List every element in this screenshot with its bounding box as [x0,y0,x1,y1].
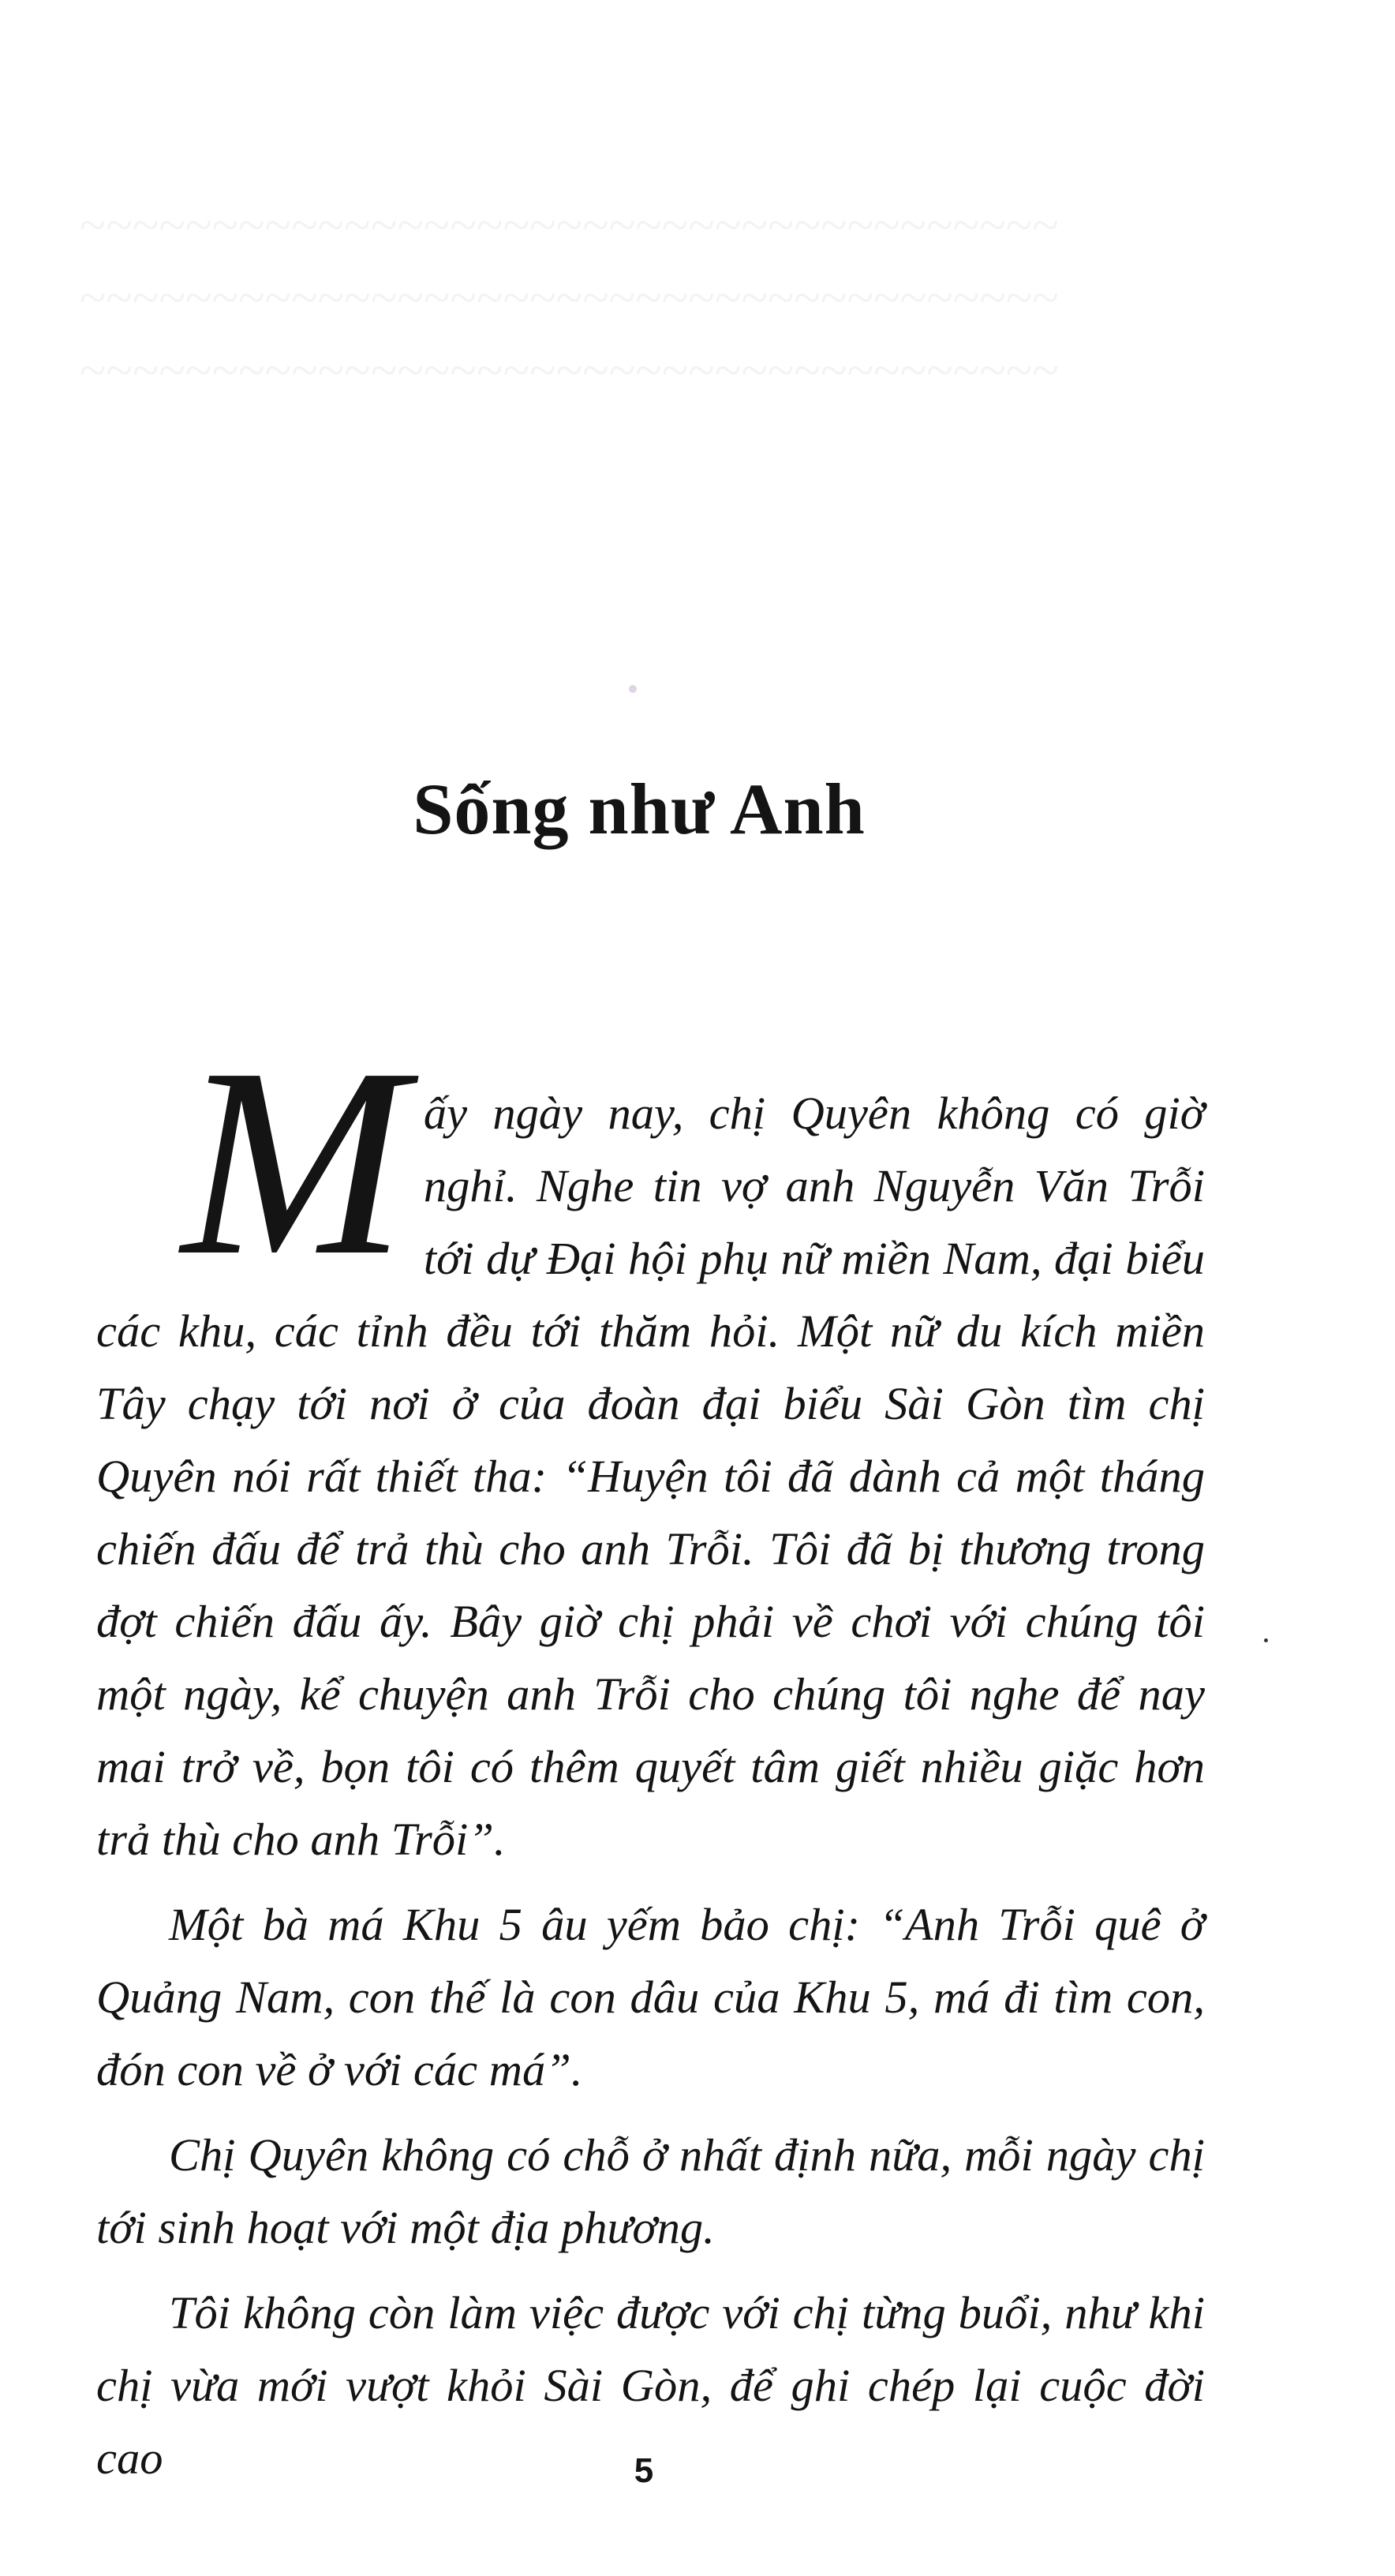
paper-speck [1264,1638,1268,1642]
paragraph-1-text: ấy ngày nay, chị Quyên không có giờ nghỉ. Nghe tin vợ anh Nguyễn Văn Trỗi tới dự Đại hội phụ nữ miền Nam, đại biểu các khu, các tỉnh đều tới thăm hỏi. Một nữ du kích miền Tây chạy tới nơi ở của đoàn đại biểu Sài Gòn tìm chị Quyên nói rất thiết tha: “Huyện tôi đã dành cả một tháng chiến đấu để trả thù cho anh Trỗi. Tôi đã bị thương trong đợt chiến đấu ấy. Bây giờ chị phải về chơi với chúng tôi một ngày, kể chuyện anh Trỗi cho chúng tôi nghe để nay mai trở về, bọn tôi có thêm quyết tâm giết nhiều giặc hơn trả thù cho anh Trỗi”. [96,1088,1205,1865]
paragraph-2: Một bà má Khu 5 âu yếm bảo chị: “Anh Trỗi quê ở Quảng Nam, con thế là con dâu của Khu 5, má đi tìm con, đón con về ở với các má”. [96,1899,1205,2095]
paragraph-1 [96,1012,1205,1876]
ornament-dot [629,685,637,693]
chapter-body [96,1012,1205,2495]
reverse-page-show-through: ~~~~~~~~~~~~~~~~~~~~~~~~~~~~~~~~~~~~~ ~~~~~~~~~~~~~~~~~~~~~~~~~~~~~~~~~~~~~ ~~~~~~~~~~~~~~~~~~~~~~~~~~~~~~~~~~~~~ [79,199,1059,398]
page-number: 5 [634,2451,654,2490]
chapter-title: Sống như Anh [413,768,866,849]
paragraph-3: Chị Quyên không có chỗ ở nhất định nữa, mỗi ngày chị tới sinh hoạt với một địa phương. [96,2129,1205,2253]
drop-cap: M [181,1012,406,1311]
paragraph-4: Tôi không còn làm việc được với chị từng buổi, như khi chị vừa mới vượt khỏi Sài Gòn, để ghi chép lại cuộc đời cao [96,2287,1205,2484]
